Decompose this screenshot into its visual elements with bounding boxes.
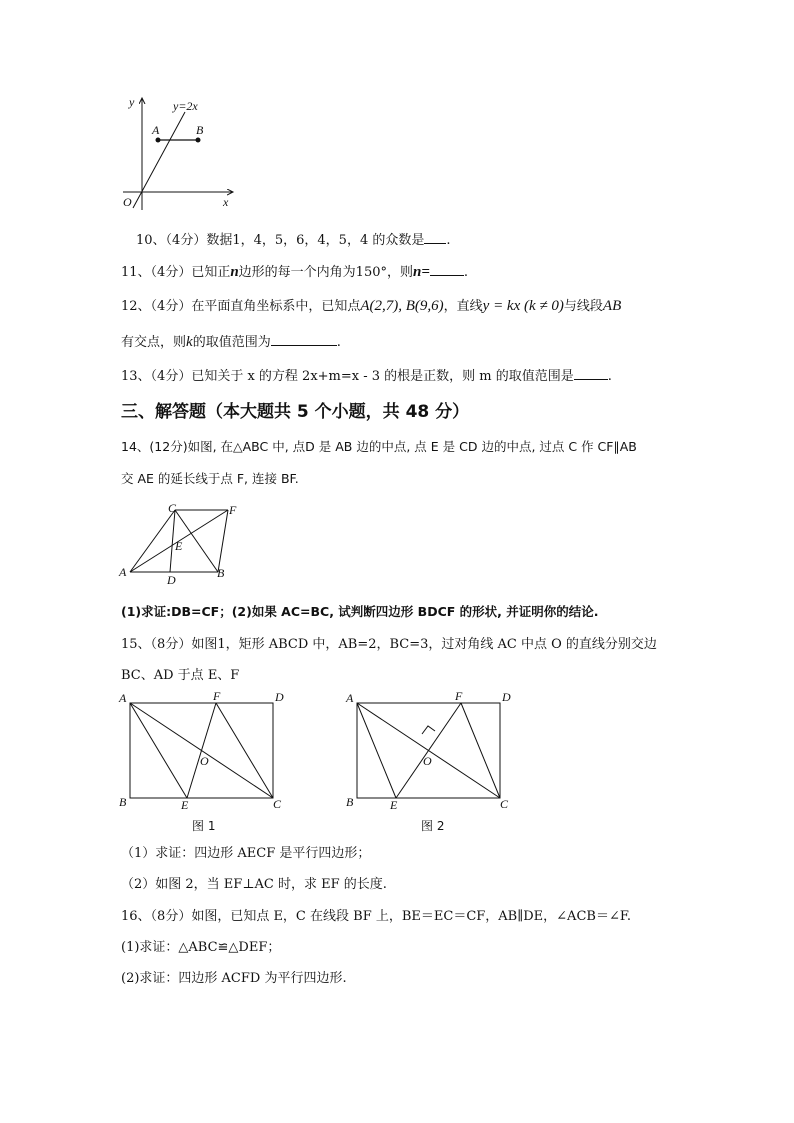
- question-12-line2-a: 有交点，则: [121, 335, 187, 350]
- question-11-var: n: [230, 264, 239, 280]
- fig2-caption: 图 2: [421, 819, 445, 833]
- question-11-text-b: 边形的每一个内角为150°，则: [238, 265, 413, 280]
- question-13-end: .: [607, 369, 612, 384]
- fig2-label-c: C: [500, 797, 509, 811]
- question-12-var: k: [186, 334, 193, 350]
- q14-label-c: C: [168, 501, 177, 515]
- question-11-text-a: 11、（4分）已知正: [121, 265, 231, 280]
- question-15-line-1: 15、（8分）如图1，矩形 ABCD 中，AB=2，BC=3，过对角线 AC 中点 O 的直线分别交边: [121, 637, 657, 652]
- question-12-line-2: [121, 331, 341, 351]
- question-14-line-1: 14、(12分)如图, 在△ABC 中, 点D 是 AB 边的中点, 点 E 是 CD 边的中点, 过点 C 作 CF∥AB: [121, 439, 637, 454]
- rectangle-figure-1: [117, 688, 292, 836]
- fig1-label-o: O: [200, 754, 209, 768]
- question-10-text: 10、（4分）数据1，4，5，6，4，5，4 的众数是: [136, 233, 425, 248]
- point-a-label: A: [152, 123, 160, 137]
- question-11-var2: n=: [413, 264, 430, 280]
- fig2-label-f: F: [455, 689, 463, 703]
- question-13: [121, 365, 612, 384]
- fig2-label-o: O: [423, 754, 432, 768]
- fig1-label-b: B: [119, 795, 127, 809]
- fig1-label-a: A: [119, 691, 127, 705]
- fig1-label-f: F: [213, 689, 221, 703]
- q14-label-d: D: [167, 573, 176, 586]
- question-15-part-1: （1）求证：四边形 AECF 是平行四边形；: [121, 846, 371, 861]
- question-11-end: .: [463, 265, 469, 280]
- question-16-line-1: 16、（8分）如图，已知点 E，C 在线段 BF 上，BE＝EC＝CF，AB∥DE，∠ACB＝∠F.: [121, 909, 631, 924]
- question-12-end: .: [336, 335, 341, 350]
- y-axis-label: y: [129, 95, 135, 109]
- point-b-dot: [196, 138, 201, 143]
- question-12-segment: AB: [602, 298, 622, 314]
- question-12-line-eq: y = kx (k ≠ 0): [482, 298, 564, 314]
- question-12-points: A(2,7), B(9,6): [360, 298, 444, 314]
- question-12-line2-b: 的取值范围为: [192, 335, 271, 350]
- q14-label-a: A: [119, 565, 127, 579]
- answer-blank-12[interactable]: [271, 333, 337, 346]
- question-12-text-a: 12、（4分）在平面直角坐标系中，已知点: [121, 299, 361, 314]
- question-12-text-c: 与线段: [563, 299, 603, 314]
- answer-blank-10[interactable]: [424, 231, 446, 244]
- fig2-label-d: D: [502, 690, 511, 704]
- q14-label-f: F: [229, 503, 237, 517]
- fig2-label-b: B: [346, 795, 354, 809]
- rectangle-figure-2: [344, 688, 519, 836]
- line-label: y=2x: [173, 99, 198, 113]
- question-16-part-1: (1)求证：△ABC≌△DEF；: [121, 940, 281, 955]
- question-10: [136, 229, 450, 248]
- fig2-label-e: E: [390, 798, 398, 812]
- question-12-text-b: ，直线: [443, 299, 483, 314]
- q14-label-e: E: [175, 539, 183, 553]
- fig1-label-d: D: [275, 690, 284, 704]
- q14-label-b: B: [217, 566, 225, 580]
- section-3-heading: 三、解答题（本大题共 5 个小题，共 48 分）: [121, 402, 470, 422]
- answer-blank-11[interactable]: [430, 263, 464, 276]
- fig1-label-c: C: [273, 797, 282, 811]
- question-12-line-1: [121, 295, 621, 315]
- question-15-part-2: （2）如图 2，当 EF⊥AC 时，求 EF 的长度.: [121, 877, 387, 892]
- question-11: [121, 261, 468, 281]
- fig1-label-e: E: [181, 798, 189, 812]
- fig2-label-a: A: [346, 691, 354, 705]
- point-a-dot: [156, 138, 161, 143]
- question-13-text: 13、（4分）已知关于 x 的方程 2x+m=x - 3 的根是正数，则 m 的取值范围是: [121, 369, 574, 384]
- fig1-caption: 图 1: [192, 819, 216, 833]
- answer-blank-13[interactable]: [574, 367, 608, 380]
- coordinate-graph: [115, 92, 245, 214]
- question-16-part-2: (2)求证：四边形 ACFD 为平行四边形.: [121, 971, 347, 986]
- question-14-parts: (1)求证:DB=CF；(2)如果 AC=BC, 试判断四边形 BDCF 的形状, 并证明你的结论.: [121, 604, 599, 619]
- question-10-end: .: [446, 233, 451, 248]
- question-14-line-2: 交 AE 的延长线于点 F, 连接 BF.: [121, 471, 299, 486]
- origin-label: O: [123, 195, 132, 209]
- x-axis-label: x: [223, 195, 229, 209]
- point-b-label: B: [196, 123, 204, 137]
- question-15-line-2: BC、AD 于点 E、F: [121, 668, 240, 683]
- triangle-figure-q14: [118, 500, 243, 586]
